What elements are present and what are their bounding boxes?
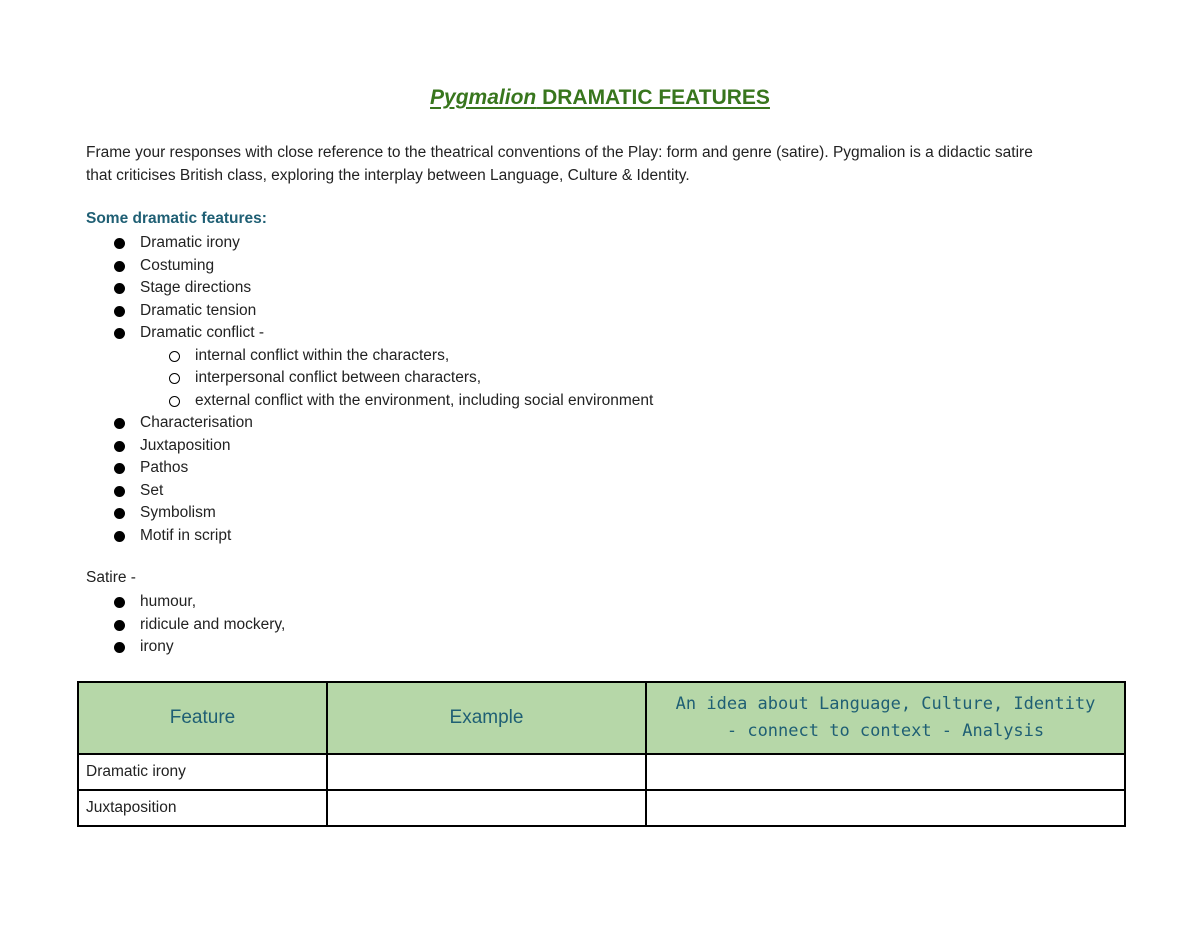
intro-line-2: that criticises British class, exploring the interplay between Language, Culture & Identity.	[86, 167, 690, 184]
intro-paragraph	[86, 141, 1116, 187]
sub-list-item: external conflict with the environment, including social environment	[0, 390, 1200, 413]
bullet-icon	[114, 642, 125, 653]
bullet-icon	[114, 306, 125, 317]
list-item: Motif in script	[0, 525, 1200, 548]
header-example: Example	[327, 682, 646, 754]
header-feature: Feature	[78, 682, 327, 754]
list-item: irony	[0, 636, 1200, 659]
table-header-row	[78, 682, 1125, 754]
bullet-icon	[114, 597, 125, 608]
bullet-icon	[114, 261, 125, 272]
features-heading: Some dramatic features:	[86, 210, 267, 227]
bullet-icon	[114, 463, 125, 474]
cell-example[interactable]	[327, 790, 646, 826]
satire-list	[0, 591, 1200, 659]
hollow-bullet-icon	[169, 351, 180, 362]
intro-line-1: Frame your responses with close reference to the theatrical conventions of the Play: form and genre (satire). Pygmalion is a didactic satire	[86, 144, 1033, 161]
analysis-table	[77, 681, 1126, 827]
satire-heading: Satire -	[86, 569, 136, 586]
bullet-icon	[114, 418, 125, 429]
table-row	[78, 754, 1125, 790]
bullet-icon	[114, 441, 125, 452]
hollow-bullet-icon	[169, 396, 180, 407]
bullet-icon	[114, 238, 125, 249]
list-item: ridicule and mockery,	[0, 614, 1200, 637]
header-idea: An idea about Language, Culture, Identity - connect to context - Analysis	[646, 682, 1125, 754]
features-list	[0, 232, 1200, 547]
list-item: Set	[0, 480, 1200, 503]
list-item: Dramatic irony	[0, 232, 1200, 255]
title-rest: DRAMATIC FEATURES	[536, 86, 770, 109]
list-item: Stage directions	[0, 277, 1200, 300]
bullet-icon	[114, 531, 125, 542]
cell-idea[interactable]	[646, 754, 1125, 790]
cell-feature[interactable]: Juxtaposition	[78, 790, 327, 826]
list-item: Dramatic conflict -	[0, 322, 1200, 345]
list-item: humour,	[0, 591, 1200, 614]
sub-list-item: interpersonal conflict between characters,	[0, 367, 1200, 390]
list-item: Juxtaposition	[0, 435, 1200, 458]
table-row	[78, 790, 1125, 826]
bullet-icon	[114, 328, 125, 339]
cell-idea[interactable]	[646, 790, 1125, 826]
hollow-bullet-icon	[169, 373, 180, 384]
list-item: Symbolism	[0, 502, 1200, 525]
list-item: Characterisation	[0, 412, 1200, 435]
sub-list-item: internal conflict within the characters,	[0, 345, 1200, 368]
list-item: Dramatic tension	[0, 300, 1200, 323]
list-item: Pathos	[0, 457, 1200, 480]
bullet-icon	[114, 486, 125, 497]
page-title	[0, 86, 1200, 110]
list-item: Costuming	[0, 255, 1200, 278]
bullet-icon	[114, 620, 125, 631]
cell-feature[interactable]: Dramatic irony	[78, 754, 327, 790]
cell-example[interactable]	[327, 754, 646, 790]
bullet-icon	[114, 283, 125, 294]
bullet-icon	[114, 508, 125, 519]
title-italic: Pygmalion	[430, 86, 537, 109]
